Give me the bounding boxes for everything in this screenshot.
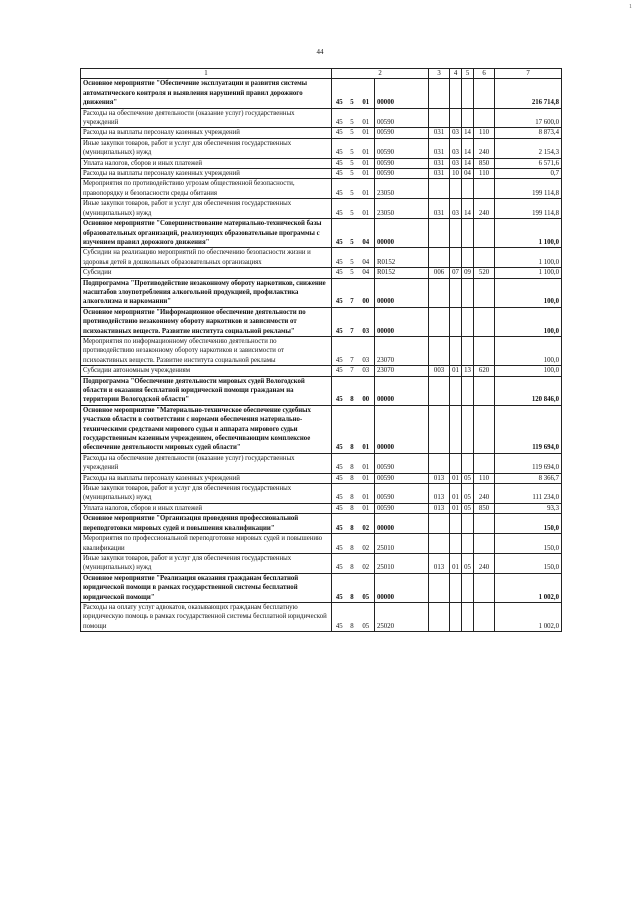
header-col-5: 5: [462, 69, 474, 79]
amount: 199 114,8: [495, 199, 562, 219]
activity-code: 01: [358, 473, 375, 483]
program-code: 45: [332, 307, 347, 336]
department-code: 031: [429, 199, 450, 219]
row-name: Иные закупки товаров, работ и услуг для обеспечения государственных (муниципальных) нужд: [81, 138, 332, 158]
expense-type-code: [474, 534, 495, 554]
direction-code: 00000: [375, 514, 429, 534]
department-code: [429, 453, 450, 473]
amount: 216 714,8: [495, 79, 562, 108]
department-code: 003: [429, 366, 450, 376]
program-code: 45: [332, 553, 347, 573]
section-code: 01: [450, 503, 462, 513]
expense-type-code: [474, 573, 495, 602]
program-code: 45: [332, 484, 347, 504]
program-code: 45: [332, 602, 347, 631]
activity-code: 04: [358, 219, 375, 248]
section-code: [450, 278, 462, 307]
table-row: [81, 138, 562, 158]
row-name: Основное мероприятие "Информационное обеспечение деятельности по противодействию незаконному обороту наркотиков и зависимости от психоактивных веществ. Развитие института социальной рекламы": [81, 307, 332, 336]
table-row: [81, 179, 562, 199]
expense-type-code: 240: [474, 199, 495, 219]
subsection-code: 05: [462, 484, 474, 504]
section-code: [450, 336, 462, 365]
program-code: 45: [332, 453, 347, 473]
program-code: 45: [332, 169, 347, 179]
direction-code: 00590: [375, 484, 429, 504]
subprogram-code: 5: [347, 138, 358, 158]
subprogram-code: 8: [347, 534, 358, 554]
section-code: [450, 179, 462, 199]
program-code: 45: [332, 108, 347, 128]
row-name: Основное мероприятие "Обеспечение эксплуатации и развития системы автоматического контроля и выявления нарушений правил дорожного движения": [81, 79, 332, 108]
subsection-code: [462, 405, 474, 453]
section-code: [450, 534, 462, 554]
program-code: 45: [332, 405, 347, 453]
program-code: 45: [332, 514, 347, 534]
subsection-code: [462, 514, 474, 534]
row-name: Расходы на обеспечение деятельности (оказание услуг) государственных учреждений: [81, 453, 332, 473]
subsection-code: 05: [462, 553, 474, 573]
department-code: [429, 219, 450, 248]
amount: 93,3: [495, 503, 562, 513]
department-code: [429, 573, 450, 602]
table-row: [81, 268, 562, 278]
section-code: 01: [450, 553, 462, 573]
expense-type-code: [474, 108, 495, 128]
row-name: Иные закупки товаров, работ и услуг для обеспечения государственных (муниципальных) нужд: [81, 553, 332, 573]
subsection-code: [462, 248, 474, 268]
program-code: 45: [332, 138, 347, 158]
subsection-code: [462, 219, 474, 248]
subprogram-code: 5: [347, 128, 358, 138]
table-row: [81, 453, 562, 473]
amount: 17 600,0: [495, 108, 562, 128]
section-code: 07: [450, 268, 462, 278]
subprogram-code: 5: [347, 268, 358, 278]
department-code: 013: [429, 473, 450, 483]
section-code: 01: [450, 484, 462, 504]
subprogram-code: 5: [347, 108, 358, 128]
activity-code: 02: [358, 514, 375, 534]
program-code: 45: [332, 503, 347, 513]
subprogram-code: 7: [347, 336, 358, 365]
subprogram-code: 5: [347, 158, 358, 168]
row-name: Мероприятия по профессиональной переподготовке мировых судей и повышению квалификации: [81, 534, 332, 554]
expense-type-code: 850: [474, 158, 495, 168]
activity-code: 05: [358, 573, 375, 602]
subsection-code: 14: [462, 158, 474, 168]
program-code: 45: [332, 366, 347, 376]
activity-code: 01: [358, 108, 375, 128]
program-code: 45: [332, 278, 347, 307]
program-code: 45: [332, 473, 347, 483]
program-code: 45: [332, 158, 347, 168]
amount: 150,0: [495, 553, 562, 573]
table-row: [81, 108, 562, 128]
program-code: 45: [332, 79, 347, 108]
expense-type-code: 850: [474, 503, 495, 513]
amount: 8 366,7: [495, 473, 562, 483]
section-code: [450, 514, 462, 534]
direction-code: 00000: [375, 376, 429, 405]
direction-code: 00000: [375, 79, 429, 108]
direction-code: 23070: [375, 336, 429, 365]
expense-type-code: [474, 248, 495, 268]
subsection-code: 05: [462, 473, 474, 483]
amount: 1 002,0: [495, 573, 562, 602]
amount: 120 846,0: [495, 376, 562, 405]
header-col-4: 4: [450, 69, 462, 79]
activity-code: 01: [358, 484, 375, 504]
direction-code: 00590: [375, 128, 429, 138]
row-name: Субсидии на реализацию мероприятий по обеспечению безопасности жизни и здоровья детей в дошкольных образовательных организациях: [81, 248, 332, 268]
amount: 6 571,6: [495, 158, 562, 168]
table-row: [81, 484, 562, 504]
row-name: Субсидии автономным учреждениям: [81, 366, 332, 376]
amount: 0,7: [495, 169, 562, 179]
direction-code: 25020: [375, 602, 429, 631]
row-name: Расходы на обеспечение деятельности (оказание услуг) государственных учреждений: [81, 108, 332, 128]
program-code: 45: [332, 534, 347, 554]
header-col-6: 6: [474, 69, 495, 79]
row-name: Уплата налогов, сборов и иных платежей: [81, 503, 332, 513]
section-code: [450, 453, 462, 473]
program-code: 45: [332, 248, 347, 268]
direction-code: 00000: [375, 307, 429, 336]
subprogram-code: 8: [347, 376, 358, 405]
header-col-7: 7: [495, 69, 562, 79]
activity-code: 03: [358, 366, 375, 376]
row-name: Расходы на выплаты персоналу казенных учреждений: [81, 169, 332, 179]
direction-code: 23050: [375, 199, 429, 219]
department-code: [429, 376, 450, 405]
subsection-code: [462, 79, 474, 108]
direction-code: 00590: [375, 108, 429, 128]
department-code: 013: [429, 553, 450, 573]
department-code: [429, 514, 450, 534]
table-row: [81, 79, 562, 108]
row-name: Иные закупки товаров, работ и услуг для обеспечения государственных (муниципальных) нужд: [81, 199, 332, 219]
amount: 119 694,0: [495, 453, 562, 473]
direction-code: 00590: [375, 169, 429, 179]
department-code: 031: [429, 169, 450, 179]
row-name: Мероприятия по информационному обеспечению деятельности по противодействию незаконному обороту наркотиков и зависимости от психоактивных веществ. Развитие института социальной рекламы: [81, 336, 332, 365]
expense-type-code: [474, 376, 495, 405]
expense-type-code: [474, 453, 495, 473]
activity-code: 04: [358, 268, 375, 278]
activity-code: 03: [358, 336, 375, 365]
table-row: [81, 169, 562, 179]
amount: 119 694,0: [495, 405, 562, 453]
subprogram-code: 5: [347, 219, 358, 248]
subprogram-code: 8: [347, 503, 358, 513]
activity-code: 01: [358, 128, 375, 138]
department-code: [429, 278, 450, 307]
table-header-row: [81, 69, 562, 79]
section-code: 03: [450, 128, 462, 138]
department-code: [429, 534, 450, 554]
section-code: 03: [450, 138, 462, 158]
direction-code: 00590: [375, 503, 429, 513]
table-row: [81, 573, 562, 602]
subsection-code: [462, 573, 474, 602]
program-code: 45: [332, 128, 347, 138]
program-code: 45: [332, 336, 347, 365]
table-row: [81, 336, 562, 365]
subsection-code: 13: [462, 366, 474, 376]
activity-code: 01: [358, 405, 375, 453]
activity-code: 01: [358, 158, 375, 168]
subprogram-code: 7: [347, 366, 358, 376]
direction-code: 23070: [375, 366, 429, 376]
section-code: [450, 376, 462, 405]
amount: 100,0: [495, 278, 562, 307]
amount: 1 100,0: [495, 268, 562, 278]
direction-code: 00590: [375, 473, 429, 483]
direction-code: 00000: [375, 573, 429, 602]
row-name: Подпрограмма "Обеспечение деятельности мировых судей Вологодской области и оказания бесплатной юридической помощи гражданам на территории Вологодской области": [81, 376, 332, 405]
subprogram-code: 8: [347, 573, 358, 602]
row-name: Расходы на выплаты персоналу казенных учреждений: [81, 473, 332, 483]
amount: 100,0: [495, 336, 562, 365]
row-name: Расходы на оплату услуг адвокатов, оказывающих гражданам бесплатную юридическую помощь в рамках государственной системы бесплатной юридической помощи: [81, 602, 332, 631]
expense-type-code: 110: [474, 128, 495, 138]
direction-code: 00590: [375, 453, 429, 473]
row-name: Иные закупки товаров, работ и услуг для обеспечения государственных (муниципальных) нужд: [81, 484, 332, 504]
program-code: 45: [332, 219, 347, 248]
department-code: 031: [429, 138, 450, 158]
header-col-2: 2: [332, 69, 429, 79]
department-code: [429, 79, 450, 108]
activity-code: 02: [358, 534, 375, 554]
direction-code: R0152: [375, 248, 429, 268]
header-col-3: 3: [429, 69, 450, 79]
program-code: 45: [332, 179, 347, 199]
subprogram-code: 8: [347, 602, 358, 631]
expense-type-code: [474, 336, 495, 365]
expense-type-code: [474, 307, 495, 336]
section-code: [450, 307, 462, 336]
expense-type-code: 110: [474, 169, 495, 179]
subsection-code: 09: [462, 268, 474, 278]
department-code: 031: [429, 128, 450, 138]
table-row: [81, 405, 562, 453]
amount: 199 114,8: [495, 179, 562, 199]
activity-code: 02: [358, 553, 375, 573]
department-code: 006: [429, 268, 450, 278]
activity-code: 01: [358, 503, 375, 513]
expense-type-code: 240: [474, 484, 495, 504]
subprogram-code: 5: [347, 179, 358, 199]
page-number: 44: [316, 48, 324, 56]
department-code: [429, 336, 450, 365]
table-row: [81, 602, 562, 631]
section-code: [450, 248, 462, 268]
section-code: [450, 108, 462, 128]
row-name: Расходы на выплаты персоналу казенных учреждений: [81, 128, 332, 138]
table-row: [81, 158, 562, 168]
activity-code: 01: [358, 199, 375, 219]
department-code: 013: [429, 503, 450, 513]
activity-code: 00: [358, 376, 375, 405]
table-row: [81, 376, 562, 405]
activity-code: 03: [358, 307, 375, 336]
direction-code: 00590: [375, 158, 429, 168]
row-name: Основное мероприятие "Совершенствование материально-технической базы образовательных организаций, реализующих образовательные программы с изучением правил дорожного движения": [81, 219, 332, 248]
subsection-code: [462, 278, 474, 307]
expense-type-code: [474, 405, 495, 453]
activity-code: 01: [358, 179, 375, 199]
table-row: [81, 553, 562, 573]
subsection-code: 05: [462, 503, 474, 513]
table-row: [81, 503, 562, 513]
activity-code: 01: [358, 169, 375, 179]
section-code: 01: [450, 473, 462, 483]
subprogram-code: 5: [347, 79, 358, 108]
header-col-1: 1: [81, 69, 332, 79]
subsection-code: [462, 179, 474, 199]
table-row: [81, 307, 562, 336]
amount: 111 234,0: [495, 484, 562, 504]
expense-type-code: 110: [474, 473, 495, 483]
subsection-code: [462, 108, 474, 128]
subsection-code: 14: [462, 199, 474, 219]
section-code: [450, 602, 462, 631]
direction-code: 00590: [375, 138, 429, 158]
subsection-code: [462, 307, 474, 336]
amount: 1 002,0: [495, 602, 562, 631]
subprogram-code: 5: [347, 169, 358, 179]
amount: 1 100,0: [495, 219, 562, 248]
subprogram-code: 8: [347, 453, 358, 473]
direction-code: 25010: [375, 534, 429, 554]
direction-code: 00000: [375, 219, 429, 248]
program-code: 45: [332, 376, 347, 405]
activity-code: 01: [358, 453, 375, 473]
department-code: [429, 602, 450, 631]
subprogram-code: 8: [347, 484, 358, 504]
direction-code: 23050: [375, 179, 429, 199]
direction-code: 00000: [375, 405, 429, 453]
table-row: [81, 128, 562, 138]
program-code: 45: [332, 199, 347, 219]
corner-mark: 1: [629, 4, 632, 10]
table-row: [81, 248, 562, 268]
subsection-code: 14: [462, 128, 474, 138]
section-code: [450, 219, 462, 248]
subprogram-code: 7: [347, 307, 358, 336]
activity-code: 04: [358, 248, 375, 268]
amount: 100,0: [495, 366, 562, 376]
subprogram-code: 5: [347, 199, 358, 219]
table-row: [81, 514, 562, 534]
expense-type-code: [474, 278, 495, 307]
expense-type-code: [474, 179, 495, 199]
expense-type-code: 240: [474, 138, 495, 158]
section-code: 10: [450, 169, 462, 179]
section-code: [450, 79, 462, 108]
direction-code: 25010: [375, 553, 429, 573]
subsection-code: 14: [462, 138, 474, 158]
program-code: 45: [332, 268, 347, 278]
subsection-code: [462, 376, 474, 405]
expense-type-code: [474, 514, 495, 534]
row-name: Основное мероприятие "Реализация оказания гражданам бесплатной юридической помощи в рамках государственной системы бесплатной юридической помощи": [81, 573, 332, 602]
activity-code: 00: [358, 278, 375, 307]
subprogram-code: 8: [347, 553, 358, 573]
department-code: [429, 248, 450, 268]
subprogram-code: 8: [347, 405, 358, 453]
subprogram-code: 7: [347, 278, 358, 307]
budget-table: [80, 68, 562, 632]
direction-code: 00000: [375, 278, 429, 307]
amount: 150,0: [495, 514, 562, 534]
row-name: Мероприятия по противодействию угрозам общественной безопасности, правопорядку и безопасности среды обитания: [81, 179, 332, 199]
row-name: Субсидии: [81, 268, 332, 278]
table-row: [81, 473, 562, 483]
row-name: Уплата налогов, сборов и иных платежей: [81, 158, 332, 168]
department-code: [429, 307, 450, 336]
section-code: 01: [450, 366, 462, 376]
expense-type-code: [474, 602, 495, 631]
program-code: 45: [332, 573, 347, 602]
section-code: 03: [450, 199, 462, 219]
department-code: [429, 179, 450, 199]
expense-type-code: 520: [474, 268, 495, 278]
row-name: Основное мероприятие "Организация проведения профессиональной переподготовки мировых судей и повышения квалификации": [81, 514, 332, 534]
expense-type-code: [474, 79, 495, 108]
expense-type-code: [474, 219, 495, 248]
subsection-code: [462, 602, 474, 631]
direction-code: R0152: [375, 268, 429, 278]
table-row: [81, 219, 562, 248]
activity-code: 01: [358, 138, 375, 158]
row-name: Подпрограмма "Противодействие незаконному обороту наркотиков, снижение масштабов злоупотребления алкогольной продукцией, профилактика алкоголизма и наркомании": [81, 278, 332, 307]
subprogram-code: 5: [347, 248, 358, 268]
department-code: 031: [429, 158, 450, 168]
activity-code: 01: [358, 79, 375, 108]
subprogram-code: 8: [347, 514, 358, 534]
table-row: [81, 199, 562, 219]
subsection-code: [462, 453, 474, 473]
row-name: Основное мероприятие "Материально-техническое обеспечение судебных участков области в соответствии с нормами обеспечения материально-техническими средствами мирового судьи и аппарата мирового судьи государственным казенным учреждением, обеспечивающим комплексное обеспечение деятельности мировых судей области": [81, 405, 332, 453]
department-code: 013: [429, 484, 450, 504]
section-code: [450, 573, 462, 602]
amount: 2 154,3: [495, 138, 562, 158]
table-row: [81, 278, 562, 307]
section-code: 03: [450, 158, 462, 168]
department-code: [429, 108, 450, 128]
subprogram-code: 8: [347, 473, 358, 483]
table-body: [81, 69, 562, 632]
expense-type-code: 240: [474, 553, 495, 573]
subsection-code: [462, 336, 474, 365]
amount: 150,0: [495, 534, 562, 554]
amount: 8 873,4: [495, 128, 562, 138]
table-row: [81, 366, 562, 376]
subsection-code: [462, 534, 474, 554]
section-code: [450, 405, 462, 453]
amount: 100,0: [495, 307, 562, 336]
department-code: [429, 405, 450, 453]
activity-code: 05: [358, 602, 375, 631]
amount: 1 100,0: [495, 248, 562, 268]
subsection-code: 04: [462, 169, 474, 179]
expense-type-code: 620: [474, 366, 495, 376]
table-row: [81, 534, 562, 554]
